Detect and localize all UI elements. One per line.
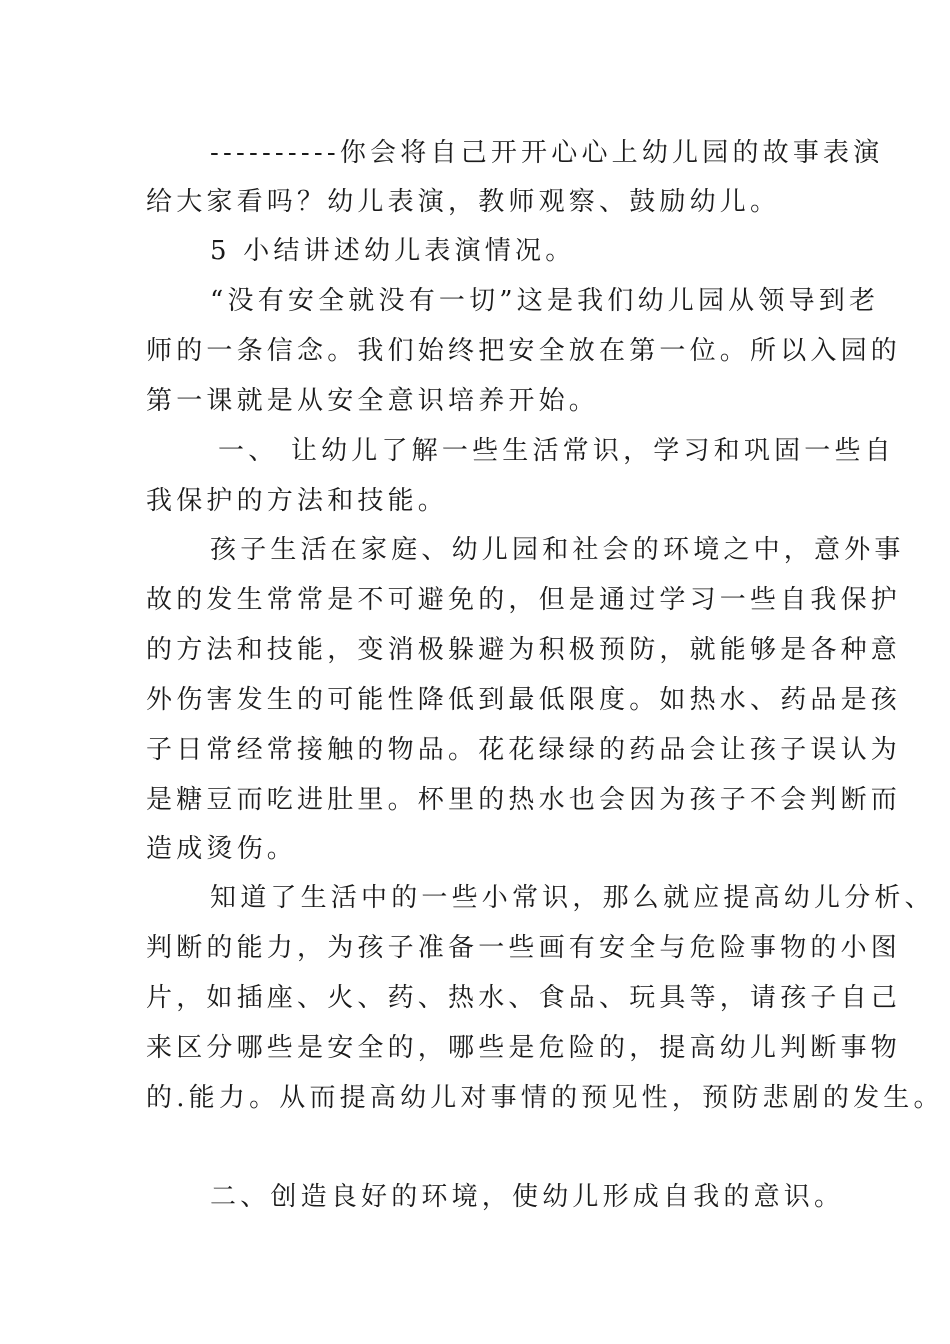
text-line: “没有安全就没有一切”这是我们幼儿园从领导到老 [210, 286, 880, 316]
text-line: 故的发生常常是不可避免的，但是通过学习一些自我保护 [146, 585, 902, 615]
text-line: 外伤害发生的可能性降低到最低限度。如热水、药品是孩 [146, 685, 902, 715]
text-line: 造成烫伤。 [146, 834, 298, 864]
text-line: 5 小结讲述幼儿表演情况。 [210, 236, 576, 266]
text-line: 给大家看吗？幼儿表演，教师观察、鼓励幼儿。 [146, 187, 781, 217]
text-line: 师的一条信念。我们始终把安全放在第一位。所以入园的 [146, 336, 902, 366]
text-line: 的方法和技能，变消极躲避为积极预防，就能够是各种意 [146, 635, 902, 665]
text-line: 孩子生活在家庭、幼儿园和社会的环境之中，意外事 [210, 535, 905, 565]
text-line: 子日常经常接触的物品。花花绿绿的药品会让孩子误认为 [146, 735, 902, 765]
text-line: 来区分哪些是安全的，哪些是危险的，提高幼儿判断事物 [146, 1033, 902, 1063]
text-line: 我保护的方法和技能。 [146, 486, 449, 516]
text-line: 片，如插座、火、药、热水、食品、玩具等，请孩子自己 [146, 983, 902, 1013]
text-line: 判断的能力，为孩子准备一些画有安全与危险事物的小图 [146, 933, 902, 963]
text-line: ----------你会将自己开开心心上幼儿园的故事表演 [210, 138, 884, 168]
text-line: 第一课就是从安全意识培养开始。 [146, 386, 600, 416]
text-line: 的.能力。从而提高幼儿对事情的预见性，预防悲剧的发生。 [146, 1083, 944, 1113]
section-heading: 一、 让幼儿了解一些生活常识，学习和巩固一些自 [218, 436, 895, 466]
text-line: 知道了生活中的一些小常识，那么就应提高幼儿分析、 [210, 883, 935, 913]
section-heading: 二、创造良好的环境，使幼儿形成自我的意识。 [210, 1182, 845, 1212]
text-line: 是糖豆而吃进肚里。杯里的热水也会因为孩子不会判断而 [146, 785, 902, 815]
